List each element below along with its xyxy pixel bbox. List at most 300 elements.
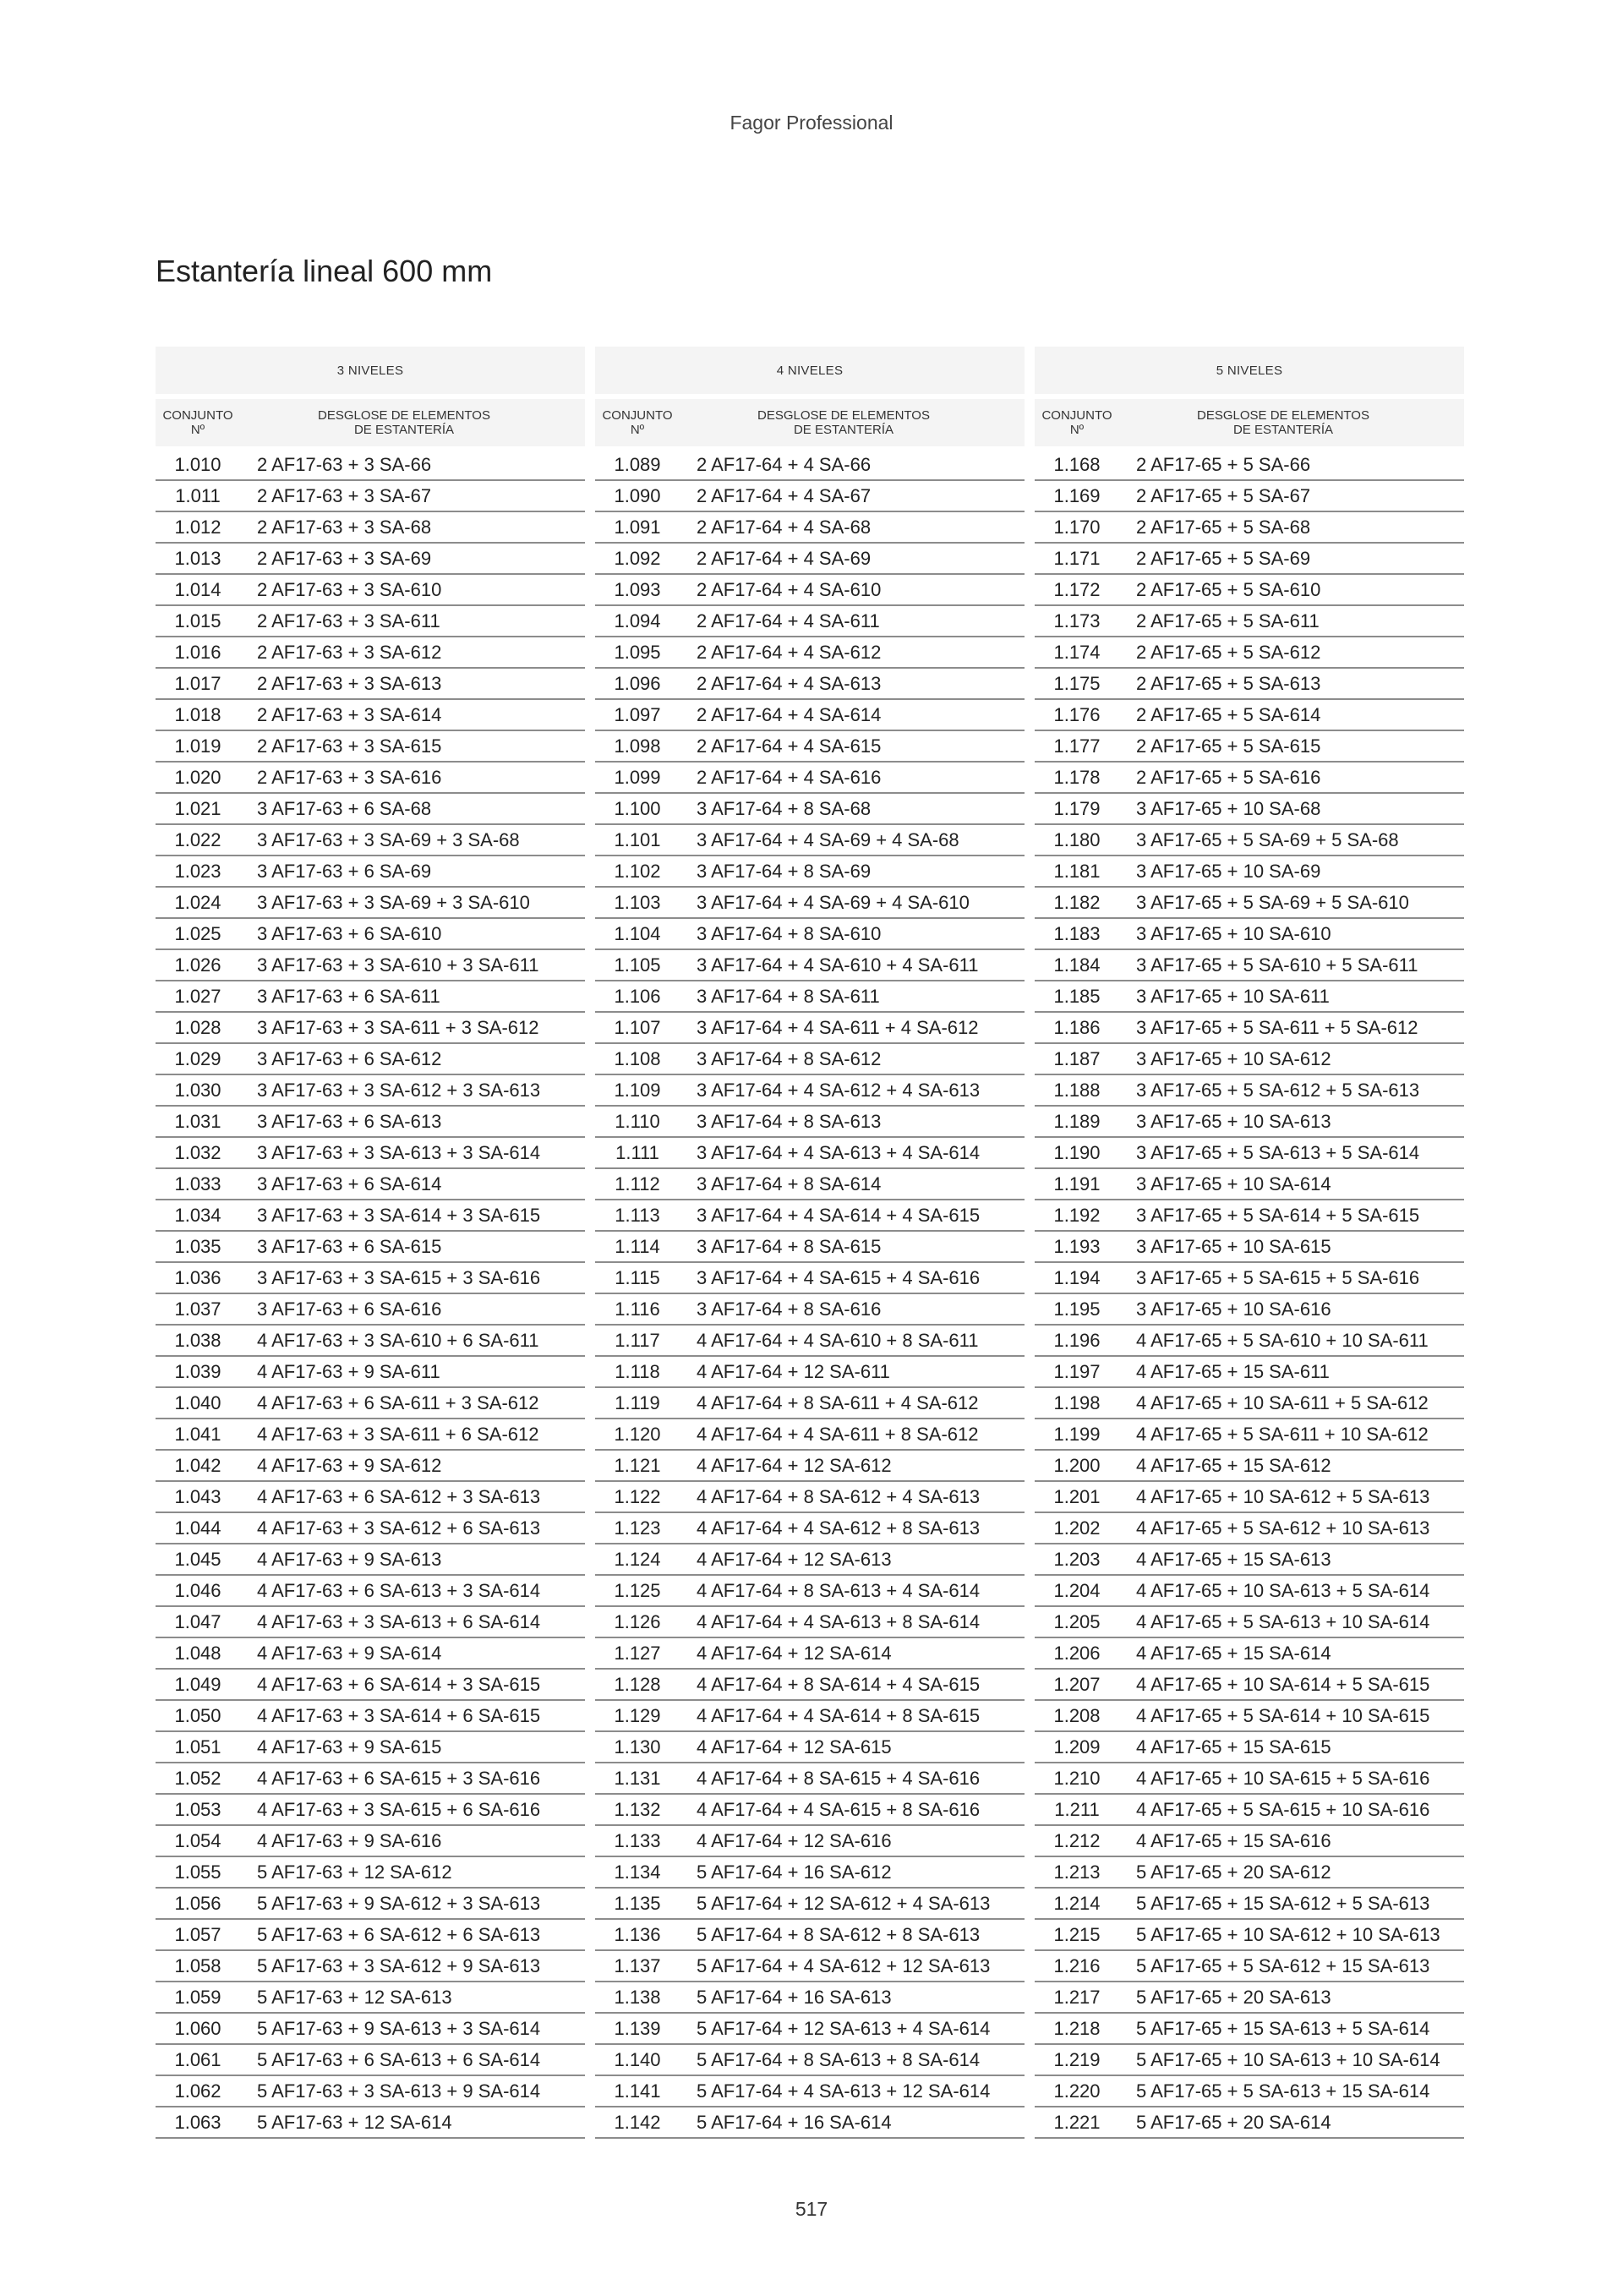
table-row [1035,2045,1464,2076]
conjunto-number: 1.041 [174,1423,221,1445]
table-row [595,919,1025,950]
table-row [156,1482,585,1513]
conjunto-number: 1.011 [175,484,221,506]
element-breakdown: 2 AF17-65 + 5 SA-610 [1136,578,1321,600]
conjunto-number: 1.043 [174,1485,221,1507]
table-row [595,1200,1025,1232]
table-row [156,2107,585,2139]
conjunto-number: 1.179 [1053,797,1101,819]
table-row [156,981,585,1013]
table-row [595,888,1025,919]
element-breakdown: 3 AF17-64 + 8 SA-611 [697,985,880,1007]
table-row [156,1451,585,1482]
table-row [156,1795,585,1826]
conjunto-number: 1.096 [614,672,661,694]
table-row [1035,919,1464,950]
element-breakdown: 2 AF17-65 + 5 SA-612 [1136,641,1321,663]
element-breakdown: 4 AF17-64 + 8 SA-614 + 4 SA-615 [697,1673,981,1695]
table-row [156,1326,585,1357]
element-breakdown: 3 AF17-65 + 5 SA-69 + 5 SA-68 [1136,828,1399,850]
conjunto-number: 1.172 [1053,578,1101,600]
table-row [156,1889,585,1920]
element-breakdown: 5 AF17-64 + 16 SA-613 [697,1986,892,2008]
block-4-niveles [595,347,1025,2139]
table-row [595,981,1025,1013]
table-row [595,1451,1025,1482]
table-row [1035,1169,1464,1200]
table-row [1035,575,1464,606]
block-header: 3 NIVELES [156,347,585,394]
element-breakdown: 5 AF17-63 + 9 SA-612 + 3 SA-613 [257,1892,541,1914]
conjunto-number: 1.138 [614,1986,661,2008]
table-row [156,450,585,481]
conjunto-number: 1.190 [1053,1141,1101,1163]
conjunto-number: 1.058 [174,1954,221,1976]
table-row [1035,1826,1464,1857]
table-row [156,1701,585,1732]
page-title: Estantería lineal 600 mm [156,254,493,288]
element-breakdown: 4 AF17-64 + 4 SA-612 + 8 SA-613 [697,1517,981,1539]
conjunto-number: 1.026 [174,954,221,976]
conjunto-number: 1.044 [174,1517,221,1539]
conjunto-number: 1.141 [614,2080,661,2102]
element-breakdown: 5 AF17-64 + 8 SA-613 + 8 SA-614 [697,2048,981,2070]
conjunto-number: 1.215 [1053,1923,1101,1945]
element-breakdown: 2 AF17-65 + 5 SA-66 [1136,453,1311,475]
conjunto-number: 1.220 [1053,2080,1101,2102]
conjunto-number: 1.137 [614,1954,661,1976]
conjunto-number: 1.048 [174,1642,221,1664]
conjunto-number: 1.118 [615,1360,660,1382]
element-breakdown: 3 AF17-64 + 8 SA-68 [697,797,872,819]
table-row [595,763,1025,794]
table-row [595,1357,1025,1388]
element-breakdown: 3 AF17-64 + 8 SA-69 [697,860,872,882]
table-row [595,1857,1025,1889]
element-breakdown: 3 AF17-65 + 10 SA-615 [1136,1235,1331,1257]
conjunto-number: 1.204 [1053,1579,1101,1601]
conjunto-number: 1.221 [1053,2111,1101,2133]
element-breakdown: 5 AF17-65 + 10 SA-612 + 10 SA-613 [1136,1923,1440,1945]
table-row [595,1419,1025,1451]
table-row [595,1513,1025,1544]
table-row [595,1701,1025,1732]
conjunto-number: 1.098 [614,735,661,757]
conjunto-number: 1.202 [1053,1517,1101,1539]
table-row [1035,1951,1464,1982]
conjunto-number: 1.130 [614,1736,661,1758]
conjunto-number: 1.184 [1053,954,1101,976]
conjunto-number: 1.140 [614,2048,661,2070]
table-row [595,512,1025,544]
table-row [595,637,1025,669]
element-breakdown: 2 AF17-64 + 4 SA-614 [697,703,882,725]
table-row [1035,1889,1464,1920]
table-row [1035,981,1464,1013]
conjunto-number: 1.056 [174,1892,221,1914]
conjunto-number: 1.191 [1053,1173,1101,1194]
element-breakdown: 3 AF17-65 + 10 SA-616 [1136,1298,1331,1320]
table-row [1035,1795,1464,1826]
table-row [1035,825,1464,856]
element-breakdown: 2 AF17-64 + 4 SA-615 [697,735,882,757]
conjunto-number: 1.110 [615,1110,660,1132]
table-row [156,1169,585,1200]
element-breakdown: 2 AF17-64 + 4 SA-67 [697,484,872,506]
conjunto-number: 1.170 [1053,516,1101,538]
conjunto-number: 1.205 [1053,1610,1101,1632]
conjunto-number: 1.046 [174,1579,221,1601]
table-row [595,606,1025,637]
conjunto-number: 1.021 [174,797,221,819]
element-breakdown: 4 AF17-64 + 8 SA-615 + 4 SA-616 [697,1767,981,1789]
conjunto-number: 1.093 [614,578,661,600]
table-row [156,919,585,950]
element-breakdown: 3 AF17-63 + 6 SA-611 [257,985,440,1007]
element-breakdown: 3 AF17-63 + 3 SA-612 + 3 SA-613 [257,1079,541,1101]
conjunto-number: 1.025 [174,922,221,944]
conjunto-number: 1.024 [174,891,221,913]
element-breakdown: 4 AF17-64 + 12 SA-615 [697,1736,892,1758]
conjunto-number: 1.108 [614,1047,661,1069]
element-breakdown: 4 AF17-65 + 5 SA-615 + 10 SA-616 [1136,1798,1430,1820]
element-breakdown: 2 AF17-64 + 4 SA-66 [697,453,872,475]
conjunto-number: 1.104 [614,922,661,944]
element-breakdown: 2 AF17-65 + 5 SA-67 [1136,484,1311,506]
element-breakdown: 4 AF17-63 + 9 SA-611 [257,1360,440,1382]
element-breakdown: 4 AF17-64 + 8 SA-612 + 4 SA-613 [697,1485,981,1507]
element-breakdown: 4 AF17-63 + 9 SA-612 [257,1454,442,1476]
table-row [156,825,585,856]
table-row [1035,1013,1464,1044]
table-row [156,1013,585,1044]
table-row [156,512,585,544]
table-row [156,888,585,919]
table-row [595,1044,1025,1075]
conjunto-number: 1.219 [1053,2048,1101,2070]
table-row [1035,1326,1464,1357]
conjunto-number: 1.127 [614,1642,661,1664]
element-breakdown: 4 AF17-64 + 8 SA-613 + 4 SA-614 [697,1579,981,1601]
table-row [1035,481,1464,512]
element-breakdown: 5 AF17-65 + 5 SA-613 + 15 SA-614 [1136,2080,1430,2102]
table-row [595,1732,1025,1763]
conjunto-number: 1.201 [1053,1485,1101,1507]
conjunto-number: 1.174 [1053,641,1101,663]
table-row [156,1544,585,1576]
conjunto-number: 1.178 [1053,766,1101,788]
element-breakdown: 3 AF17-64 + 8 SA-615 [697,1235,882,1257]
conjunto-number: 1.206 [1053,1642,1101,1664]
conjunto-number: 1.099 [614,766,661,788]
conjunto-number: 1.197 [1053,1360,1101,1382]
table-row [156,637,585,669]
table-row [595,1482,1025,1513]
element-breakdown: 3 AF17-64 + 8 SA-616 [697,1298,882,1320]
column-header-conjunto: CONJUNTO Nº [1041,408,1112,437]
table-row [156,700,585,731]
conjunto-number: 1.012 [174,516,221,538]
element-breakdown: 5 AF17-64 + 12 SA-612 + 4 SA-613 [697,1892,991,1914]
conjunto-number: 1.015 [174,610,221,631]
element-breakdown: 5 AF17-64 + 8 SA-612 + 8 SA-613 [697,1923,981,1945]
conjunto-number: 1.109 [614,1079,661,1101]
table-row [1035,1075,1464,1107]
conjunto-number: 1.122 [614,1485,661,1507]
element-breakdown: 3 AF17-65 + 10 SA-614 [1136,1173,1331,1194]
element-breakdown: 3 AF17-65 + 10 SA-69 [1136,860,1321,882]
element-breakdown: 4 AF17-63 + 9 SA-613 [257,1548,442,1570]
table-row [156,1388,585,1419]
element-breakdown: 3 AF17-63 + 6 SA-610 [257,922,442,944]
table-row [595,1013,1025,1044]
conjunto-number: 1.203 [1053,1548,1101,1570]
element-breakdown: 3 AF17-63 + 6 SA-615 [257,1235,442,1257]
table-row [1035,731,1464,763]
conjunto-number: 1.123 [614,1517,661,1539]
conjunto-number: 1.198 [1053,1391,1101,1413]
conjunto-number: 1.177 [1053,735,1101,757]
table-row [595,575,1025,606]
element-breakdown: 4 AF17-64 + 12 SA-616 [697,1829,892,1851]
conjunto-number: 1.218 [1053,2017,1101,2039]
table-row [595,1826,1025,1857]
conjunto-number: 1.063 [174,2111,221,2133]
conjunto-number: 1.213 [1053,1861,1101,1883]
block-header: 5 NIVELES [1035,347,1464,394]
element-breakdown: 5 AF17-63 + 6 SA-613 + 6 SA-614 [257,2048,541,2070]
element-breakdown: 2 AF17-63 + 3 SA-611 [257,610,440,631]
table-row [595,1982,1025,2014]
element-breakdown: 3 AF17-63 + 6 SA-614 [257,1173,442,1194]
element-breakdown: 5 AF17-63 + 3 SA-613 + 9 SA-614 [257,2080,541,2102]
element-breakdown: 2 AF17-65 + 5 SA-614 [1136,703,1321,725]
element-breakdown: 4 AF17-65 + 15 SA-611 [1136,1360,1330,1382]
conjunto-number: 1.199 [1053,1423,1101,1445]
table-row [156,669,585,700]
conjunto-number: 1.031 [174,1110,221,1132]
element-breakdown: 3 AF17-63 + 3 SA-613 + 3 SA-614 [257,1141,541,1163]
table-row [1035,1857,1464,1889]
conjunto-number: 1.142 [614,2111,661,2133]
table-row [1035,1263,1464,1294]
table-row [156,1107,585,1138]
element-breakdown: 4 AF17-64 + 4 SA-615 + 8 SA-616 [697,1798,981,1820]
conjunto-number: 1.200 [1053,1454,1101,1476]
element-breakdown: 2 AF17-64 + 4 SA-613 [697,672,882,694]
element-breakdown: 3 AF17-63 + 3 SA-611 + 3 SA-612 [257,1016,539,1038]
element-breakdown: 3 AF17-63 + 3 SA-69 + 3 SA-68 [257,828,520,850]
conjunto-number: 1.181 [1053,860,1101,882]
element-breakdown: 5 AF17-63 + 12 SA-612 [257,1861,452,1883]
conjunto-number: 1.192 [1053,1204,1101,1226]
column-header-desglose: DESGLOSE DE ELEMENTOS DE ESTANTERÍA [1197,408,1369,437]
table-row [595,450,1025,481]
conjunto-number: 1.091 [614,516,661,538]
element-breakdown: 4 AF17-63 + 3 SA-613 + 6 SA-614 [257,1610,541,1632]
element-breakdown: 2 AF17-63 + 3 SA-66 [257,453,432,475]
table-row [1035,1419,1464,1451]
table-row [156,1576,585,1607]
conjunto-number: 1.121 [614,1454,661,1476]
table-row [595,1232,1025,1263]
conjunto-number: 1.018 [174,703,221,725]
conjunto-number: 1.134 [614,1861,661,1883]
element-breakdown: 5 AF17-65 + 20 SA-614 [1136,2111,1331,2133]
table-row [1035,1920,1464,1951]
table-row [156,1044,585,1075]
element-breakdown: 4 AF17-65 + 5 SA-610 + 10 SA-611 [1136,1329,1429,1351]
table-row [595,1795,1025,1826]
table-row [595,794,1025,825]
table-row [595,481,1025,512]
element-breakdown: 4 AF17-63 + 3 SA-610 + 6 SA-611 [257,1329,539,1351]
element-breakdown: 5 AF17-65 + 20 SA-613 [1136,1986,1331,2008]
conjunto-number: 1.014 [174,578,221,600]
element-breakdown: 2 AF17-64 + 4 SA-616 [697,766,882,788]
element-breakdown: 3 AF17-65 + 10 SA-611 [1136,985,1330,1007]
conjunto-number: 1.037 [174,1298,221,1320]
table-row [1035,1200,1464,1232]
table-row [1035,888,1464,919]
table-row [595,825,1025,856]
element-breakdown: 2 AF17-64 + 4 SA-610 [697,578,882,600]
element-breakdown: 2 AF17-65 + 5 SA-68 [1136,516,1311,538]
conjunto-number: 1.089 [614,453,661,475]
table-row [1035,1294,1464,1326]
conjunto-number: 1.094 [614,610,661,631]
table-row [156,763,585,794]
table-row [595,1763,1025,1795]
element-breakdown: 2 AF17-65 + 5 SA-69 [1136,547,1311,569]
table-row [156,1513,585,1544]
conjunto-number: 1.129 [614,1704,661,1726]
conjunto-number: 1.183 [1053,922,1101,944]
element-breakdown: 2 AF17-63 + 3 SA-616 [257,766,442,788]
element-breakdown: 5 AF17-64 + 16 SA-614 [697,2111,892,2133]
table-row [1035,669,1464,700]
element-breakdown: 3 AF17-65 + 10 SA-68 [1136,797,1321,819]
element-breakdown: 4 AF17-65 + 15 SA-616 [1136,1829,1331,1851]
conjunto-number: 1.173 [1053,610,1101,631]
element-breakdown: 3 AF17-63 + 3 SA-69 + 3 SA-610 [257,891,530,913]
table-row [156,1294,585,1326]
element-breakdown: 4 AF17-65 + 5 SA-611 + 10 SA-612 [1136,1423,1429,1445]
conjunto-number: 1.126 [614,1610,661,1632]
conjunto-number: 1.171 [1053,547,1101,569]
element-breakdown: 4 AF17-65 + 10 SA-613 + 5 SA-614 [1136,1579,1430,1601]
table-row [156,1670,585,1701]
table-row [156,1951,585,1982]
element-breakdown: 3 AF17-65 + 5 SA-610 + 5 SA-611 [1136,954,1418,976]
table-row [156,1763,585,1795]
conjunto-number: 1.175 [1053,672,1101,694]
conjunto-number: 1.100 [614,797,661,819]
table-row [1035,1482,1464,1513]
conjunto-number: 1.035 [174,1235,221,1257]
element-breakdown: 4 AF17-63 + 6 SA-614 + 3 SA-615 [257,1673,541,1695]
conjunto-number: 1.116 [615,1298,660,1320]
conjunto-number: 1.211 [1054,1798,1100,1820]
conjunto-number: 1.196 [1053,1329,1101,1351]
table-row [1035,1451,1464,1482]
element-breakdown: 5 AF17-65 + 15 SA-612 + 5 SA-613 [1136,1892,1430,1914]
element-breakdown: 4 AF17-63 + 9 SA-615 [257,1736,442,1758]
element-breakdown: 4 AF17-63 + 6 SA-612 + 3 SA-613 [257,1485,541,1507]
element-breakdown: 4 AF17-63 + 3 SA-614 + 6 SA-615 [257,1704,541,1726]
element-breakdown: 3 AF17-65 + 5 SA-614 + 5 SA-615 [1136,1204,1420,1226]
conjunto-number: 1.168 [1053,453,1101,475]
element-breakdown: 4 AF17-63 + 3 SA-611 + 6 SA-612 [257,1423,539,1445]
element-breakdown: 2 AF17-64 + 4 SA-611 [697,610,880,631]
conjunto-number: 1.186 [1053,1016,1101,1038]
conjunto-number: 1.101 [614,828,661,850]
table-row [156,1638,585,1670]
table-row [1035,2076,1464,2107]
element-breakdown: 3 AF17-65 + 5 SA-69 + 5 SA-610 [1136,891,1409,913]
element-breakdown: 4 AF17-64 + 4 SA-611 + 8 SA-612 [697,1423,979,1445]
conjunto-number: 1.128 [614,1673,661,1695]
conjunto-number: 1.136 [614,1923,661,1945]
element-breakdown: 2 AF17-65 + 5 SA-615 [1136,735,1321,757]
element-breakdown: 2 AF17-63 + 3 SA-68 [257,516,432,538]
table-row [1035,1232,1464,1263]
table-row [1035,450,1464,481]
conjunto-number: 1.013 [174,547,221,569]
conjunto-number: 1.216 [1053,1954,1101,1976]
table-row [595,1889,1025,1920]
block-5-niveles [1035,347,1464,2139]
element-breakdown: 3 AF17-64 + 4 SA-615 + 4 SA-616 [697,1266,981,1288]
element-breakdown: 3 AF17-63 + 6 SA-616 [257,1298,442,1320]
conjunto-number: 1.022 [174,828,221,850]
table-row [1035,950,1464,981]
element-breakdown: 2 AF17-65 + 5 SA-611 [1136,610,1320,631]
element-breakdown: 2 AF17-65 + 5 SA-616 [1136,766,1321,788]
conjunto-number: 1.090 [614,484,661,506]
table-row [1035,2014,1464,2045]
conjunto-number: 1.169 [1053,484,1101,506]
conjunto-number: 1.062 [174,2080,221,2102]
table-row [595,1138,1025,1169]
element-breakdown: 4 AF17-63 + 6 SA-615 + 3 SA-616 [257,1767,541,1789]
element-breakdown: 4 AF17-65 + 15 SA-613 [1136,1548,1331,1570]
conjunto-number: 1.020 [174,766,221,788]
element-breakdown: 3 AF17-63 + 3 SA-615 + 3 SA-616 [257,1266,541,1288]
conjunto-number: 1.047 [174,1610,221,1632]
table-row [595,1107,1025,1138]
table-row [156,1826,585,1857]
table-row [1035,1732,1464,1763]
element-breakdown: 2 AF17-63 + 3 SA-67 [257,484,432,506]
table-row [156,1857,585,1889]
element-breakdown: 3 AF17-64 + 4 SA-614 + 4 SA-615 [697,1204,981,1226]
shelving-tables [156,347,1464,2139]
table-row [1035,2107,1464,2139]
element-breakdown: 3 AF17-64 + 8 SA-614 [697,1173,882,1194]
table-row [1035,1607,1464,1638]
table-row [595,731,1025,763]
element-breakdown: 4 AF17-63 + 3 SA-612 + 6 SA-613 [257,1517,541,1539]
conjunto-number: 1.092 [614,547,661,569]
element-breakdown: 4 AF17-63 + 6 SA-611 + 3 SA-612 [257,1391,539,1413]
table-row [156,1138,585,1169]
conjunto-number: 1.027 [174,985,221,1007]
table-row [1035,700,1464,731]
table-row [1035,1544,1464,1576]
conjunto-number: 1.054 [174,1829,221,1851]
conjunto-number: 1.133 [614,1829,661,1851]
